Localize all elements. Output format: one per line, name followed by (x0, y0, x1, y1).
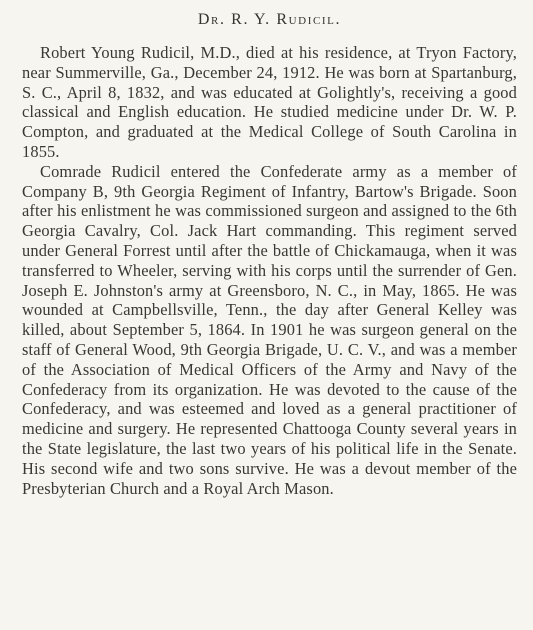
paragraph-military-service: Comrade Rudicil entered the Confederate army as a member of Company B, 9th Georgia Regiment of Infantry, Bartow's Brigade. Soon after his enlistment he was commissioned surgeon and assigned to the 6th Georgia Cavalry, Col. Jack Hart commanding. This regiment served under General Forrest until after the battle of Chickamauga, when it was transferred to Wheeler, serving with his corps until the surrender of Gen. Joseph E. Johnston's army at Greensboro, N. C., in May, 1865. He was wounded at Campbellsville, Tenn., the day after General Kelley was killed, about September 5, 1864. In 1901 he was surgeon general on the staff of General Wood, 9th Georgia Brigade, U. C. V., and was a member of the Association of Medical Officers of the Army and Navy of the Confederacy from its organization. He was devoted to the cause of the Confederacy, and was esteemed and loved as a general practitioner of medicine and surgery. He represented Chattooga County several years in the State legislature, the last two years of his political life in the Senate. His second wife and two sons survive. He was a devout member of the Presbyterian Church and a Royal Arch Mason. (22, 161, 517, 498)
paragraph-biography: Robert Young Rudicil, M.D., died at his residence, at Tryon Factory, near Summerville, Ga., December 24, 1912. He was born at Spartanburg, S. C., April 8, 1832, and was educated at Golightly's, receiving a good classical and English education. He studied medicine under Dr. W. P. Compton, and graduated at the Medical College of South Carolina in 1855. (22, 43, 517, 161)
obituary-heading: Dr. R. Y. Rudicil. (197, 11, 342, 28)
